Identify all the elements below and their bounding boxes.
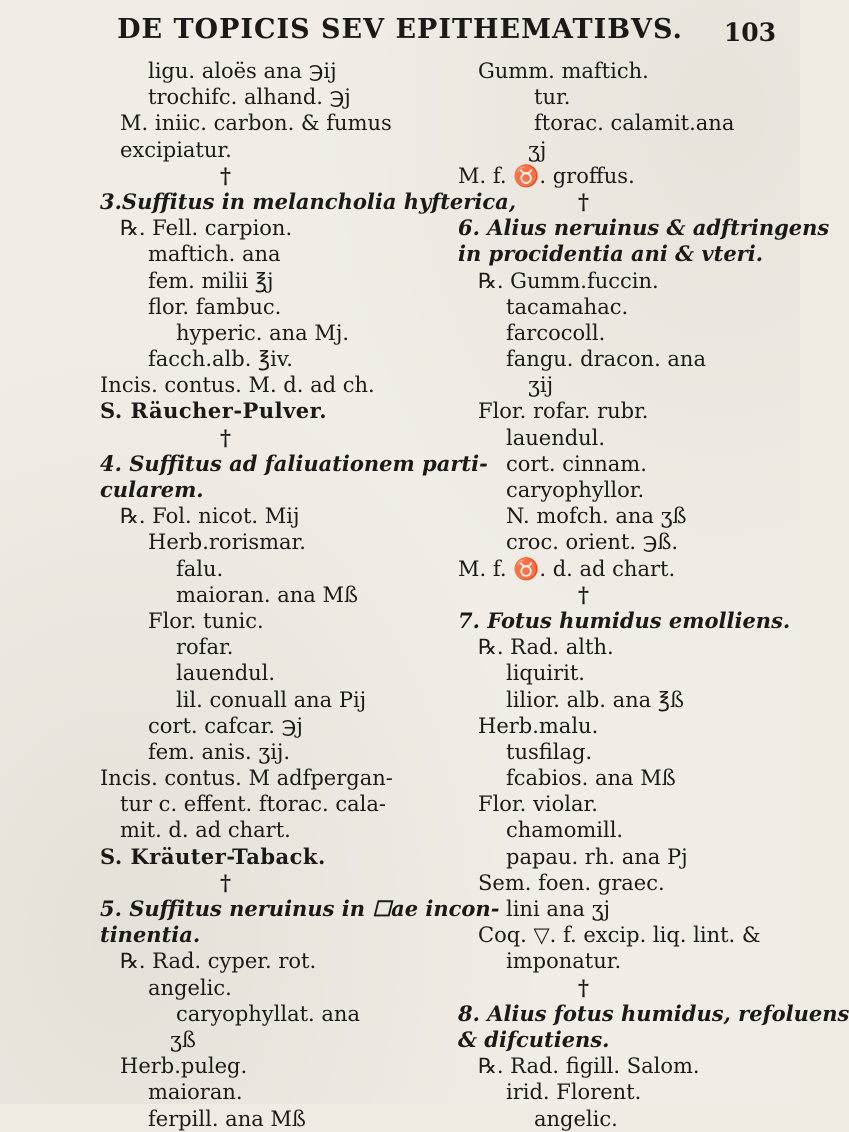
text-line: cort. cafcar. ℈j: [148, 713, 303, 738]
text-line: farcocoll.: [506, 320, 606, 345]
text-line: lauendul.: [176, 661, 276, 686]
text-line: Sem. foen. graec.: [478, 870, 665, 895]
text-line: M. f. ♉. d. ad chart.: [458, 556, 676, 581]
running-title: DE TOPICIS SEV EPITHEMATIBVS.: [117, 14, 683, 45]
text-line: Herb.rorismar.: [148, 530, 306, 555]
text-line: lil. conuall ana Pij: [176, 687, 367, 712]
text-line: ʒj: [528, 137, 547, 162]
text-line: tinentia.: [100, 922, 201, 948]
text-line: Flor. tunic.: [148, 608, 264, 633]
text-line: ligu. aloës ana ℈ij: [148, 59, 337, 83]
section-divider-cross: †: [220, 424, 231, 450]
text-line: trochifc. alhand. ℈j: [148, 85, 351, 110]
text-line: ℞. Gumm.fuccin.: [478, 268, 659, 293]
text-line: tusfilag.: [506, 739, 593, 764]
text-line: lilior. alb. ana ℥ß: [506, 687, 685, 712]
text-line: 6. Alius neruinus & adftringens: [458, 215, 830, 241]
text-line: S. Kräuter-Taback.: [100, 843, 326, 869]
text-line: facch.alb. ℥iv.: [148, 347, 293, 372]
text-line: Herb.malu.: [478, 713, 599, 738]
text-line: Flor. rofar. rubr.: [478, 399, 649, 424]
text-line: flor. fambuc.: [148, 294, 282, 319]
text-line: fem. milii ℥j: [148, 268, 274, 293]
text-line: ℞. Rad. alth.: [478, 635, 614, 660]
text-line: tur.: [534, 85, 571, 110]
text-line: ℞. Rad. cyper. rot.: [120, 949, 317, 974]
text-line: tacamahac.: [506, 294, 629, 319]
page-number: 103: [723, 18, 776, 47]
text-line: Flor. violar.: [478, 792, 598, 817]
text-line: ferpill. ana Mß: [148, 1106, 306, 1131]
text-line: tur c. effent. ftorac. cala-: [120, 792, 387, 817]
text-line: ʒß: [170, 1027, 196, 1052]
text-line: 7. Fotus humidus emolliens.: [458, 607, 791, 633]
text-line: maioran. ana Mß: [176, 582, 358, 607]
text-line: Incis. contus. M adfpergan-: [100, 766, 393, 791]
text-line: M. f. ♉. groffus.: [458, 163, 635, 188]
text-line: maftich. ana: [148, 242, 281, 267]
text-line: irid. Florent.: [506, 1080, 642, 1105]
text-line: Incis. contus. M. d. ad ch.: [100, 373, 375, 398]
text-line: caryophyllat. ana: [176, 1001, 360, 1026]
text-line: Herb.puleg.: [120, 1054, 248, 1079]
section-divider-cross: †: [578, 188, 589, 214]
text-line: lauendul.: [506, 425, 606, 450]
text-line: 8. Alius fotus humidus, refoluens: [458, 1000, 849, 1026]
section-divider-cross: †: [578, 974, 589, 1000]
text-line: angelic.: [534, 1106, 618, 1131]
text-line: fangu. dracon. ana: [506, 347, 706, 372]
text-line: papau. rh. ana Pj: [506, 844, 688, 869]
text-line: 3.Suffitus in melancholia hyfterica,: [100, 188, 517, 214]
text-line: croc. orient. ℈ß.: [506, 530, 679, 555]
text-line: lini ana ʒj: [506, 897, 610, 921]
right-column: [458, 58, 849, 1132]
text-line: M. iniic. carbon. & fumus: [120, 111, 392, 136]
text-line: ftorac. calamit.ana: [534, 111, 735, 136]
text-line: Coq. ▽. f. excip. liq. lint. &: [478, 923, 761, 948]
text-line: excipiatur.: [120, 137, 232, 162]
text-line: cularem.: [100, 477, 204, 502]
text-line: cort. cinnam.: [506, 451, 647, 476]
text-line: liquirit.: [506, 661, 585, 686]
text-line: falu.: [176, 556, 224, 581]
text-line: maioran.: [148, 1080, 243, 1105]
text-line: 4. Suffitus ad faliuationem parti-: [100, 450, 488, 476]
text-line: mit. d. ad chart.: [120, 818, 291, 843]
text-line: fcabios. ana Mß: [506, 766, 676, 791]
section-divider-cross: †: [578, 581, 589, 607]
text-line: imponatur.: [506, 949, 622, 974]
section-divider-cross: †: [220, 162, 231, 188]
text-line: caryophyllor.: [506, 478, 645, 502]
text-line: ℞. Rad. figill. Salom.: [478, 1054, 700, 1079]
text-line: N. mofch. ana ʒß: [506, 504, 687, 529]
text-line: rofar.: [176, 635, 234, 660]
text-line: S. Räucher-Pulver.: [100, 398, 328, 424]
text-line: ℞. Fell. carpion.: [120, 216, 293, 241]
text-line: 5. Suffitus neruinus in ☐ae incon-: [100, 896, 500, 921]
text-line: ʒij: [528, 373, 554, 398]
text-line: Gumm. maftich.: [478, 59, 649, 83]
text-line: & difcutiens.: [458, 1026, 610, 1052]
text-line: angelic.: [148, 975, 232, 1000]
page-header: [0, 14, 800, 47]
left-column: [100, 58, 517, 1132]
text-line: chamomill.: [506, 818, 624, 843]
text-line: fem. anis. ʒij.: [148, 739, 291, 764]
section-divider-cross: †: [220, 869, 231, 895]
text-line: ℞. Fol. nicot. Mij: [120, 504, 300, 529]
text-line: in procidentia ani & vteri.: [458, 241, 764, 267]
text-line: hyperic. ana Mj.: [176, 320, 350, 345]
